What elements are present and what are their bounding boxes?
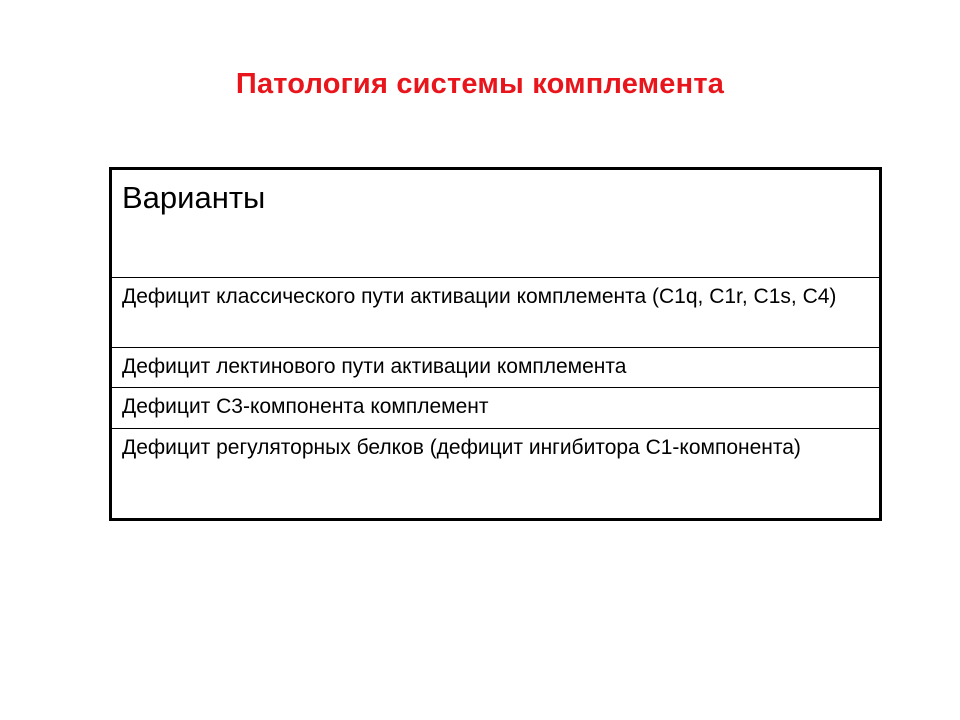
table-row [111,348,881,388]
table-row [111,278,881,348]
table-cell-classical-pathway: Дефицит классического пути активации комплемента (C1q, C1r, C1s, C4) [111,278,881,348]
table-row [111,429,881,520]
slide-title: Патология системы комплемента [235,68,725,100]
table-cell-regulatory-proteins: Дефицит регуляторных белков (дефицит ингибитора C1-компонента) [111,429,881,520]
table-header-row [111,169,881,278]
table-header-cell: Варианты [111,169,881,278]
table-cell-c3-component: Дефицит C3-компонента комплемент [111,388,881,429]
table-row [111,388,881,429]
table-cell-lectin-pathway: Дефицит лектинового пути активации комплемента [111,348,881,388]
variants-table [109,167,882,521]
